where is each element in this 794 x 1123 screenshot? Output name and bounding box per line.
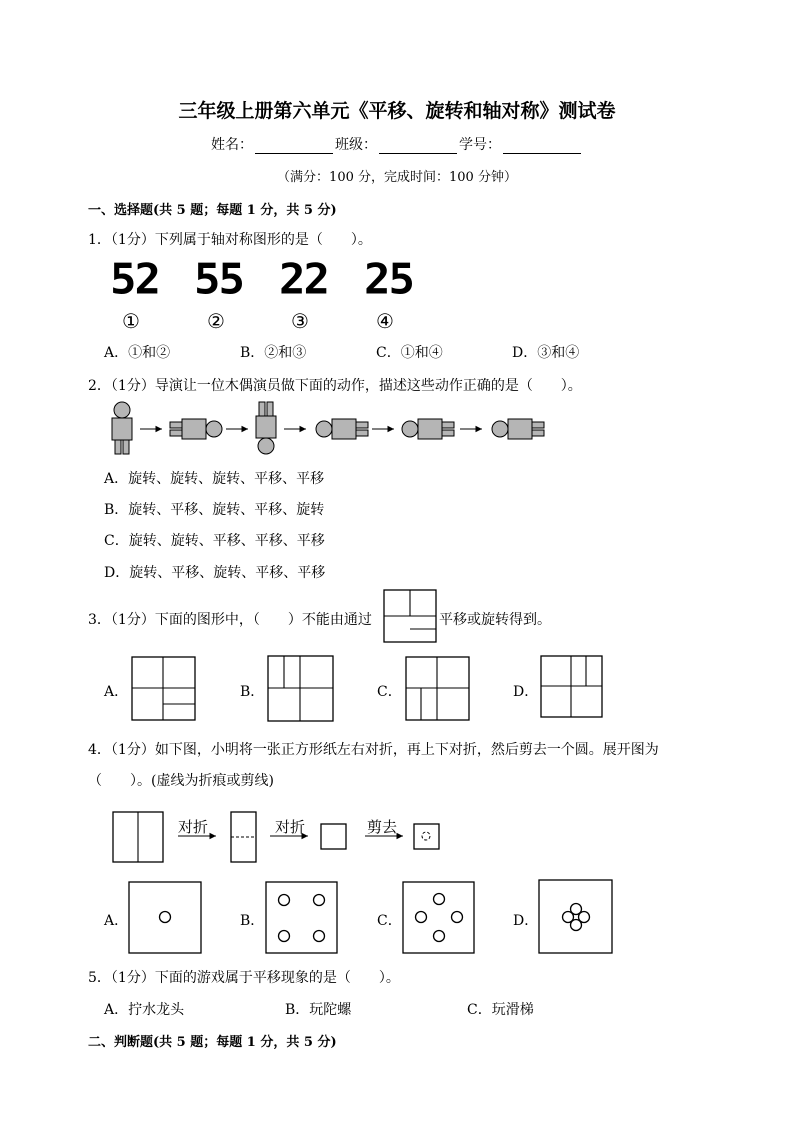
- section-heading-judge: 二、判断题(共 5 题；每题 1 分，共 5 分): [88, 1035, 337, 1050]
- puppet-sequence-figure: [100, 398, 560, 460]
- q1-figure-3-number: ③: [291, 309, 309, 333]
- fold-step-label-3: 剪去: [367, 818, 398, 836]
- q1-figure-1-digits: 52: [110, 255, 159, 304]
- question-2-text: 2．（1分）导演让一位木偶演员做下面的动作，描述这些动作正确的是（ ）。: [88, 378, 582, 394]
- q1-figure-2-number: ②: [207, 309, 225, 333]
- student-info-line: [0, 134, 794, 154]
- q2-option-c[interactable]: C．旋转、旋转、平移、平移、平移: [104, 533, 325, 549]
- q4-option-d[interactable]: D．: [513, 913, 539, 929]
- q5-option-b[interactable]: B．玩陀螺: [285, 1002, 352, 1018]
- class-blank[interactable]: [379, 139, 457, 154]
- q3-option-b-figure[interactable]: [267, 655, 335, 723]
- puppet-pose-1: [112, 402, 132, 454]
- puppet-pose-2: [170, 419, 222, 439]
- section-heading-choice: 一、选择题(共 5 题；每题 1 分，共 5 分): [88, 203, 337, 218]
- q2-option-a[interactable]: A．旋转、旋转、旋转、平移、平移: [104, 471, 325, 487]
- q3-option-c-figure[interactable]: [405, 656, 471, 722]
- q1-figure-3-digits: 22: [279, 255, 328, 304]
- fold-step-label-1: 对折: [178, 818, 209, 836]
- q3-option-a[interactable]: A．: [104, 684, 129, 700]
- q4-option-b[interactable]: B．: [240, 913, 265, 929]
- q1-figure-1-number: ①: [122, 309, 140, 333]
- class-label: 班级：: [335, 137, 377, 153]
- q3-option-c[interactable]: C．: [377, 684, 402, 700]
- puppet-pose-3: [256, 402, 276, 454]
- q2-option-b[interactable]: B．旋转、平移、旋转、平移、旋转: [104, 502, 325, 518]
- q2-option-d[interactable]: D．旋转、平移、旋转、平移、平移: [104, 565, 326, 581]
- question-3-text-before: 3．（1分）下面的图形中，（ ）不能由通过: [88, 612, 372, 628]
- id-blank[interactable]: [503, 139, 581, 154]
- q3-reference-figure: [383, 589, 439, 644]
- q5-option-a[interactable]: A．拧水龙头: [104, 1002, 185, 1018]
- q4-option-a-figure[interactable]: [128, 881, 204, 955]
- q4-option-b-figure[interactable]: [265, 881, 339, 955]
- q1-option-a[interactable]: A．①和②: [104, 345, 171, 361]
- name-blank[interactable]: [255, 139, 333, 154]
- question-4-text-line2: （ ）。(虚线为折痕或剪线): [88, 773, 274, 789]
- q5-option-c[interactable]: C．玩滑梯: [467, 1002, 534, 1018]
- q3-option-b[interactable]: B．: [240, 684, 265, 700]
- question-1-text: 1．（1分）下列属于轴对称图形的是（ ）。: [88, 232, 372, 248]
- q1-figure-2-digits: 55: [194, 255, 243, 304]
- q1-figure-4-number: ④: [376, 309, 394, 333]
- question-5-text: 5．（1分）下面的游戏属于平移现象的是（ ）。: [88, 970, 400, 986]
- q4-option-a[interactable]: A．: [104, 913, 129, 929]
- q3-option-d[interactable]: D．: [513, 684, 539, 700]
- q4-option-c[interactable]: C．: [377, 913, 402, 929]
- id-label: 学号：: [459, 137, 501, 153]
- puppet-pose-5: [402, 419, 454, 439]
- page-title: 三年级上册第六单元《平移、旋转和轴对称》测试卷: [178, 100, 616, 122]
- puppet-pose-4: [316, 419, 368, 439]
- q3-option-a-figure[interactable]: [131, 656, 197, 722]
- q1-option-c[interactable]: C．①和④: [376, 345, 443, 361]
- exam-note: （满分：100 分，完成时间：100 分钟）: [277, 170, 517, 185]
- fold-step-label-2: 对折: [275, 818, 306, 836]
- q1-option-b[interactable]: B．②和③: [240, 345, 307, 361]
- question-4-text-line1: 4．（1分）如下图，小明将一张正方形纸左右对折，再上下对折，然后剪去一个圆。展开图为: [88, 742, 659, 758]
- q4-option-d-figure[interactable]: [538, 879, 614, 955]
- q1-figure-4-digits: 25: [364, 255, 413, 304]
- name-label: 姓名：: [211, 137, 253, 153]
- puppet-pose-6: [492, 419, 544, 439]
- q3-option-d-figure[interactable]: [540, 655, 604, 719]
- question-3-text-after: 平移或旋转得到。: [439, 612, 551, 628]
- q1-option-d[interactable]: D．③和④: [512, 345, 580, 361]
- q4-option-c-figure[interactable]: [402, 881, 476, 955]
